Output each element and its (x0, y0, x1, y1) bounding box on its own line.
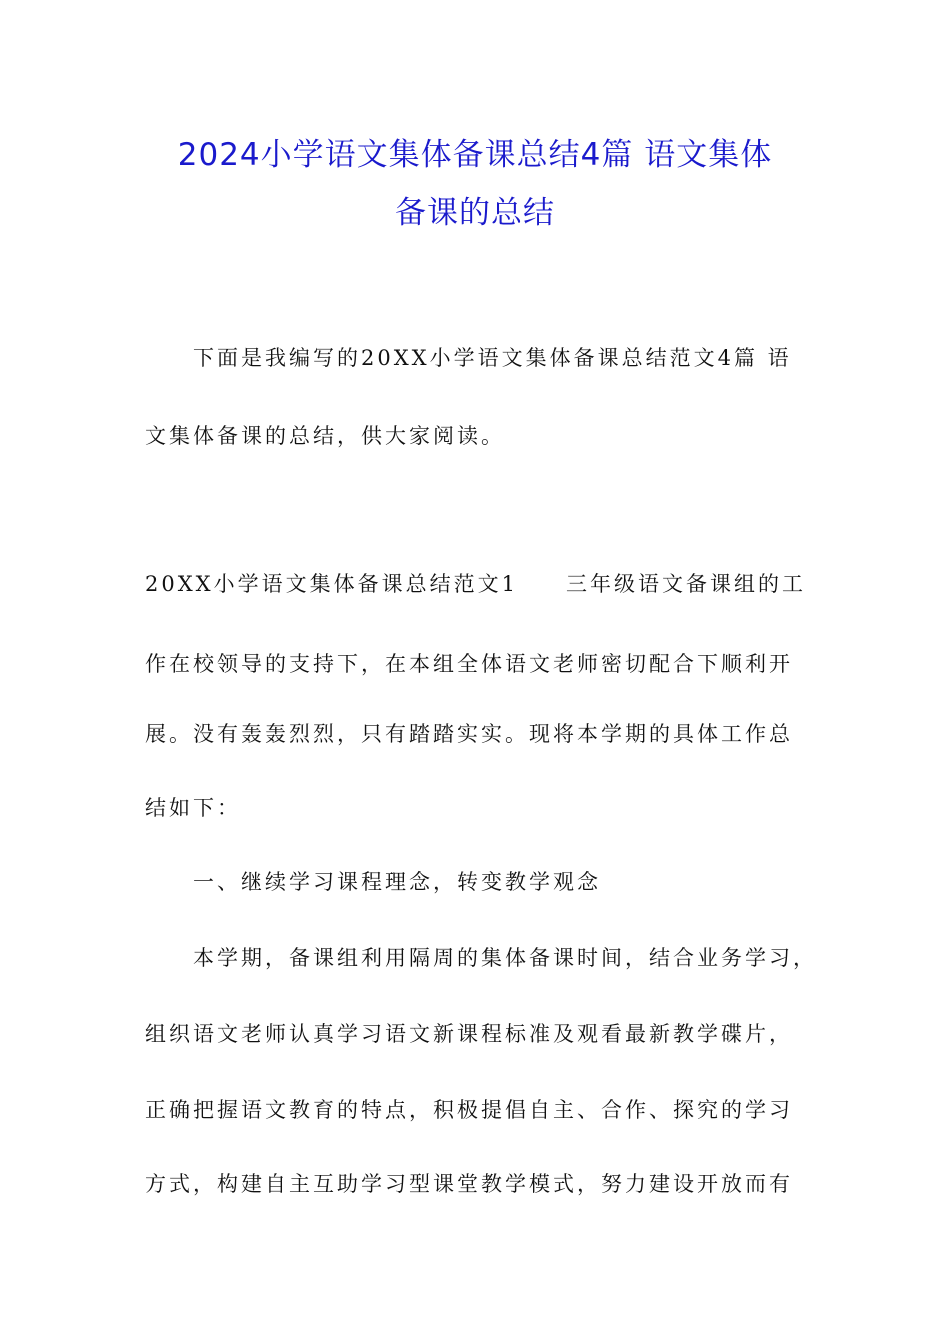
para1-line-4: 方式，构建自主互助学习型课堂教学模式，努力建设开放而有 (145, 1172, 793, 1196)
section1-paragraph (145, 566, 815, 826)
title-line-1: 2024小学语文集体备课总结4篇 语文集体 (177, 137, 773, 173)
section1-line-2: 作在校领导的支持下，在本组全体语文老师密切配合下顺利开 (145, 652, 793, 676)
para1-line-1: 本学期，备课组利用隔周的集体备课时间，结合业务学习， (193, 946, 817, 970)
title-line-2: 备课的总结 (395, 195, 555, 231)
intro-line-2: 文集体备课的总结，供大家阅读。 (145, 424, 505, 448)
para1-line-3: 正确把握语文教育的特点，积极提倡自主、合作、探究的学习 (145, 1098, 793, 1122)
document-title (145, 126, 805, 242)
intro-line-1: 下面是我编写的20XX小学语文集体备课总结范文4篇 语 (193, 346, 792, 370)
para1-line-2: 组织语文老师认真学习语文新课程标准及观看最新教学碟片， (145, 1022, 793, 1046)
heading-1 (145, 864, 815, 904)
heading-1-text: 一、继续学习课程理念，转变教学观念 (193, 870, 601, 894)
intro-paragraph (145, 340, 815, 460)
para1-paragraph (145, 940, 815, 1200)
section1-line-4: 结如下： (145, 796, 241, 820)
section1-line-3: 展。没有轰轰烈烈，只有踏踏实实。现将本学期的具体工作总 (145, 722, 793, 746)
section1-line-1: 20XX小学语文集体备课总结范文1 三年级语文备课组的工 (145, 572, 806, 596)
